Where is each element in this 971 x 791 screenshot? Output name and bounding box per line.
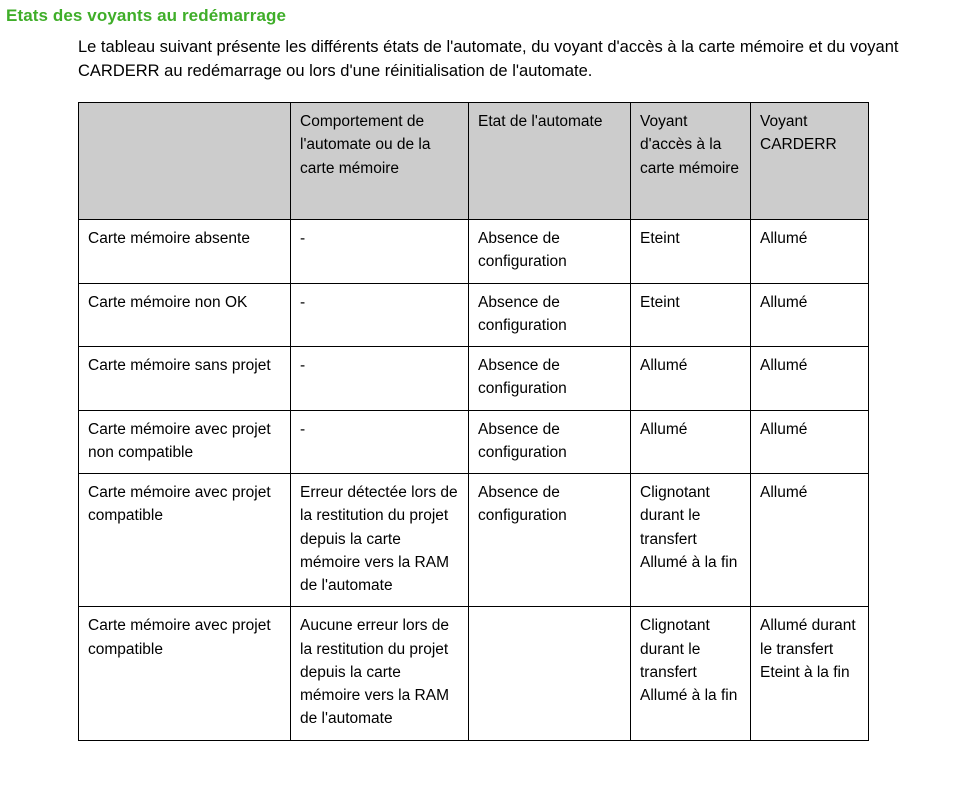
table-row bbox=[79, 220, 869, 284]
section-heading: Etats des voyants au redémarrage bbox=[6, 6, 287, 25]
cell-plc-state: Absence de configuration bbox=[469, 220, 631, 284]
cell-behavior: Aucune erreur lors de la restitution du projet depuis la carte mémoire vers la RAM de l'automate bbox=[291, 607, 469, 740]
cell-carderr-led: Allumé bbox=[751, 474, 869, 607]
cell-plc-state bbox=[469, 607, 631, 740]
table-body bbox=[79, 220, 869, 741]
column-header-behavior: Comportement de l'automate ou de la carte mémoire bbox=[291, 103, 469, 220]
cell-card-access-led: Clignotant durant le transfert Allumé à la fin bbox=[631, 474, 751, 607]
cell-label: Carte mémoire avec projet compatible bbox=[79, 474, 291, 607]
table-header bbox=[79, 103, 869, 220]
cell-carderr-led: Allumé bbox=[751, 410, 869, 474]
cell-label: Carte mémoire avec projet non compatible bbox=[79, 410, 291, 474]
cell-plc-state: Absence de configuration bbox=[469, 347, 631, 411]
cell-behavior: - bbox=[291, 283, 469, 347]
led-states-table bbox=[78, 102, 869, 741]
column-header-card-access-led: Voyant d'accès à la carte mémoire bbox=[631, 103, 751, 220]
cell-label: Carte mémoire sans projet bbox=[79, 347, 291, 411]
cell-carderr-led: Allumé bbox=[751, 283, 869, 347]
table-row bbox=[79, 283, 869, 347]
cell-plc-state: Absence de configuration bbox=[469, 283, 631, 347]
cell-label: Carte mémoire absente bbox=[79, 220, 291, 284]
cell-behavior: - bbox=[291, 347, 469, 411]
cell-card-access-led: Clignotant durant le transfert Allumé à la fin bbox=[631, 607, 751, 740]
column-header-label bbox=[79, 103, 291, 220]
intro-paragraph: Le tableau suivant présente les différents états de l'automate, du voyant d'accès à la carte mémoire et du voyant CARDERR au redémarrage ou lors d'une réinitialisation de l'automate. bbox=[78, 38, 899, 81]
cell-carderr-led: Allumé durant le transfert Eteint à la fin bbox=[751, 607, 869, 740]
cell-behavior: - bbox=[291, 220, 469, 284]
cell-card-access-led: Eteint bbox=[631, 283, 751, 347]
table-header-row bbox=[79, 103, 869, 220]
cell-plc-state: Absence de configuration bbox=[469, 410, 631, 474]
table-row bbox=[79, 607, 869, 740]
cell-label: Carte mémoire non OK bbox=[79, 283, 291, 347]
table-row bbox=[79, 474, 869, 607]
cell-behavior: - bbox=[291, 410, 469, 474]
cell-carderr-led: Allumé bbox=[751, 220, 869, 284]
table-row bbox=[79, 410, 869, 474]
column-header-carderr-led: Voyant CARDERR bbox=[751, 103, 869, 220]
cell-behavior: Erreur détectée lors de la restitution du projet depuis la carte mémoire vers la RAM de l'automate bbox=[291, 474, 469, 607]
cell-card-access-led: Eteint bbox=[631, 220, 751, 284]
cell-plc-state: Absence de configuration bbox=[469, 474, 631, 607]
table-row bbox=[79, 347, 869, 411]
cell-card-access-led: Allumé bbox=[631, 347, 751, 411]
cell-label: Carte mémoire avec projet compatible bbox=[79, 607, 291, 740]
cell-card-access-led: Allumé bbox=[631, 410, 751, 474]
cell-carderr-led: Allumé bbox=[751, 347, 869, 411]
column-header-plc-state: Etat de l'automate bbox=[469, 103, 631, 220]
